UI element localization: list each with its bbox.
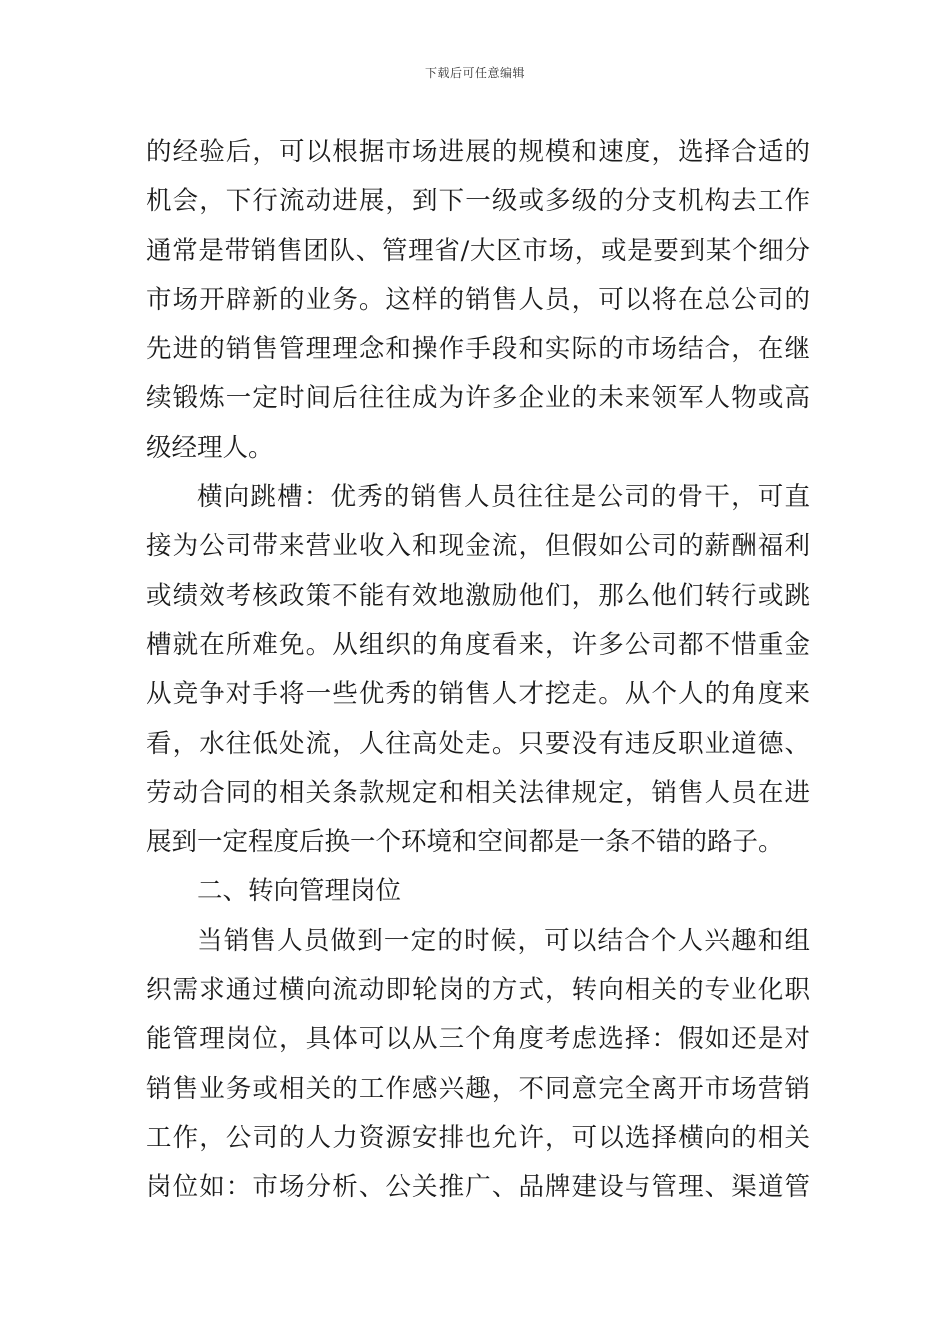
text-line: 级经理人。 bbox=[146, 432, 274, 463]
text-line: 看，水往低处流，人往高处走。只要没有违反职业道德、 bbox=[146, 728, 810, 759]
text-line: 展到一定程度后换一个环境和空间都是一条不错的路子。 bbox=[146, 827, 784, 858]
text-line: 机会，下行流动进展，到下一级或多级的分支机构去工作 bbox=[146, 186, 810, 217]
text-line: 工作，公司的人力资源安排也允许，可以选择横向的相关 bbox=[146, 1122, 810, 1153]
text-line: 接为公司带来营业收入和现金流，但假如公司的薪酬福利 bbox=[146, 531, 810, 562]
document-body bbox=[146, 128, 810, 1213]
text-line: 先进的销售管理理念和操作手段和实际的市场结合，在继 bbox=[146, 334, 810, 365]
page-header-note: 下载后可任意编辑 bbox=[424, 66, 525, 80]
text-line: 从竞争对手将一些优秀的销售人才挖走。从个人的角度来 bbox=[146, 679, 810, 710]
text-line: 槽就在所难免。从组织的角度看来，许多公司都不惜重金 bbox=[146, 629, 810, 660]
text-line: 岗位如：市场分析、公关推广、品牌建设与管理、渠道管 bbox=[146, 1172, 810, 1203]
text-line: 市场开辟新的业务。这样的销售人员，可以将在总公司的 bbox=[146, 284, 810, 315]
text-line: 销售业务或相关的工作感兴趣，不同意完全离开市场营销 bbox=[146, 1073, 810, 1104]
section-heading: 二、转向管理岗位 bbox=[197, 876, 402, 907]
text-line: 通常是带销售团队、管理省/大区市场，或是要到某个细分 bbox=[146, 235, 810, 266]
text-line: 横向跳槽：优秀的销售人员往往是公司的骨干，可直 bbox=[197, 482, 810, 513]
text-line: 能管理岗位，具体可以从三个角度考虑选择：假如还是对 bbox=[146, 1024, 810, 1055]
text-line: 续锻炼一定时间后往往成为许多企业的未来领军人物或高 bbox=[146, 383, 810, 414]
text-line: 当销售人员做到一定的时候，可以结合个人兴趣和组 bbox=[197, 925, 810, 956]
text-line: 的经验后，可以根据市场进展的规模和速度，选择合适的 bbox=[146, 137, 810, 167]
text-line: 或绩效考核政策不能有效地激励他们，那么他们转行或跳 bbox=[146, 580, 810, 611]
text-line: 织需求通过横向流动即轮岗的方式，转向相关的专业化职 bbox=[146, 975, 810, 1006]
text-line: 劳动合同的相关条款规定和相关法律规定，销售人员在进 bbox=[146, 777, 810, 808]
